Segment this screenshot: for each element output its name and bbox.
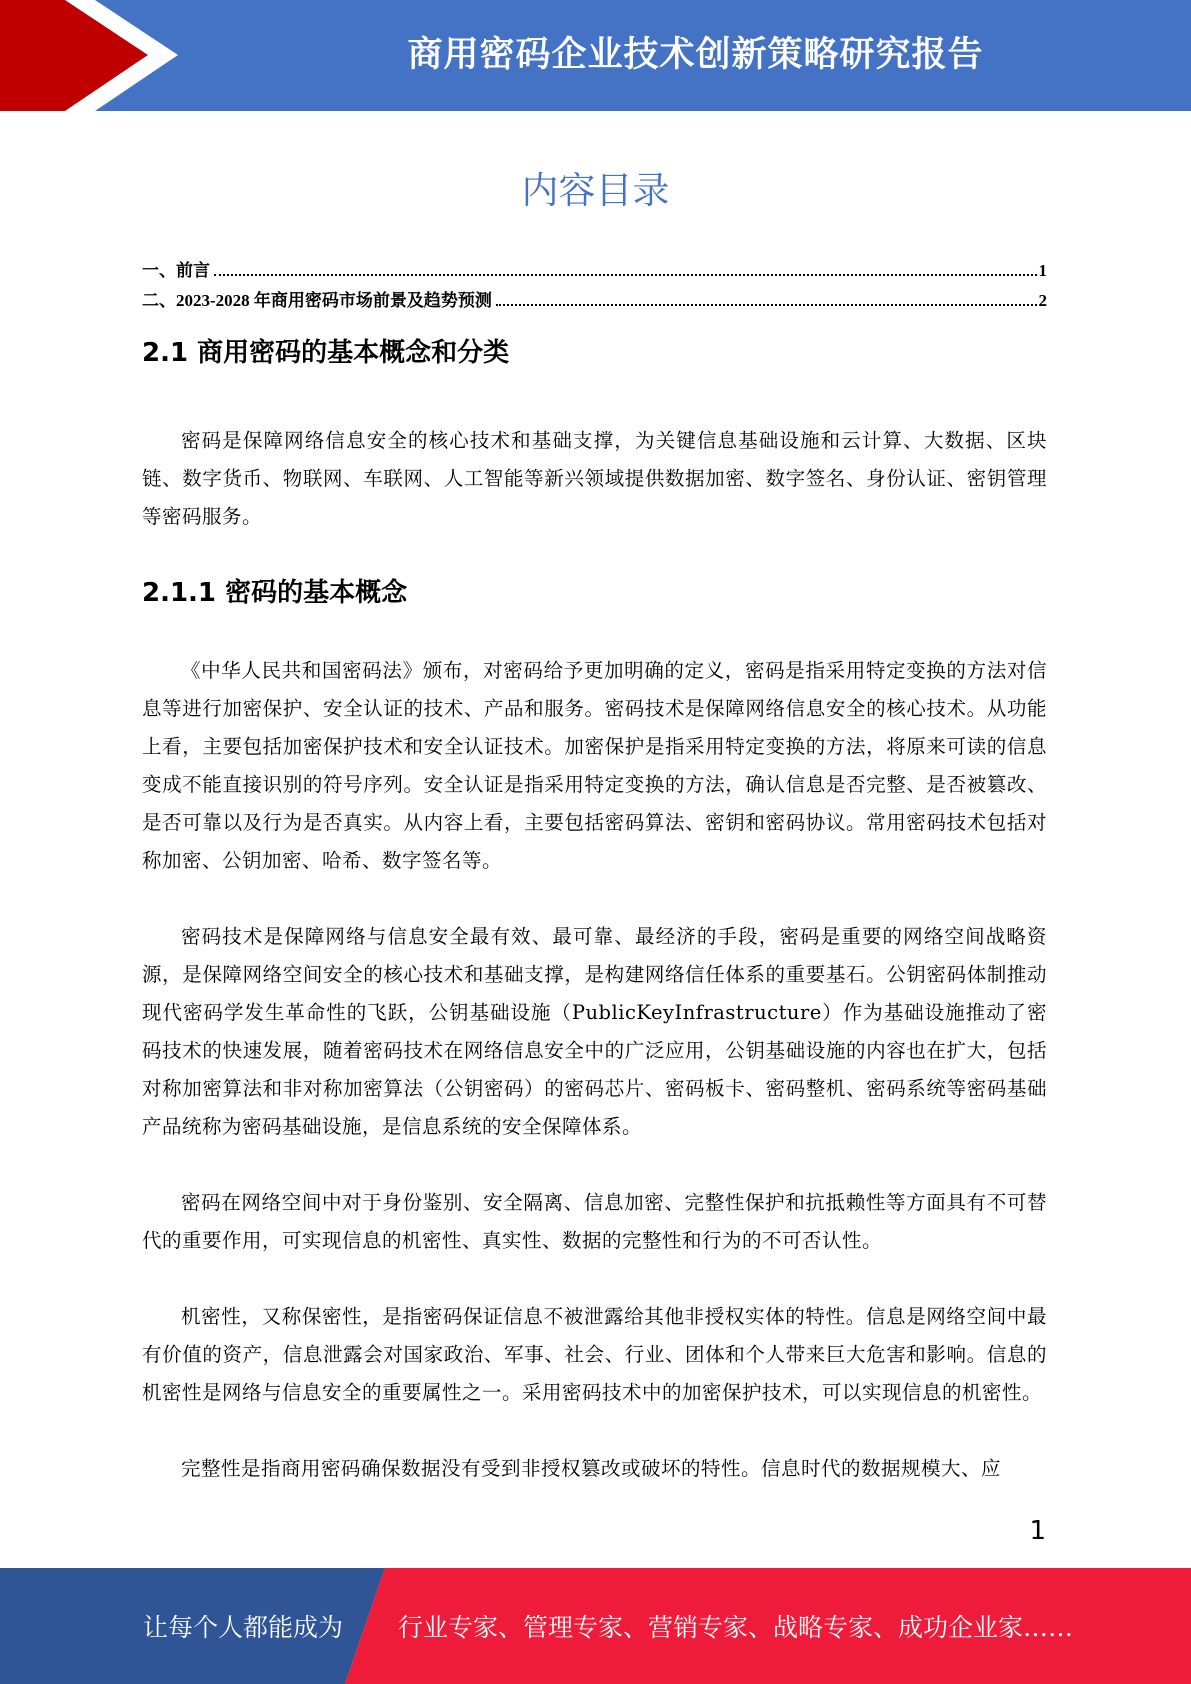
toc-item[interactable] <box>142 256 1047 286</box>
toc-leader-dots <box>214 273 1037 276</box>
toc-leader-dots <box>496 303 1037 306</box>
paragraph: 《中华人民共和国密码法》颁布，对密码给予更加明确的定义，密码是指采用特定变换的方法对信息等进行加密保护、安全认证的技术、产品和服务。密码技术是保障网络信息安全的核心技术。从功能上看，主要包括加密保护技术和安全认证技术。加密保护是指采用特定变换的方法，将原来可读的信息变成不能直接识别的符号序列。安全认证是指采用特定变换的方法，确认信息是否完整、是否被篡改、是否可靠以及行为是否真实。从内容上看，主要包括密码算法、密钥和密码协议。常用密码技术包括对称加密、公钥加密、哈希、数字签名等。 <box>142 659 1047 872</box>
footer-banner <box>0 1568 1191 1684</box>
toc-item-page: 1 <box>1038 261 1047 280</box>
footer-slogan-left: 让每个人都能成为 <box>143 1613 344 1642</box>
paragraph: 密码在网络空间中对于身份鉴别、安全隔离、信息加密、完整性保护和抗抵赖性等方面具有不可替代的重要作用，可实现信息的机密性、真实性、数据的完整性和行为的不可否认性。 <box>142 1191 1047 1252</box>
subsection-heading: 2.1.1 密码的基本概念 <box>142 578 408 608</box>
header-banner <box>0 0 1191 111</box>
section-heading: 2.1 商用密码的基本概念和分类 <box>142 338 510 368</box>
paragraph: 密码是保障网络信息安全的核心技术和基础支撑，为关键信息基础设施和云计算、大数据、区块链、数字货币、物联网、车联网、人工智能等新兴领域提供数据加密、数字签名、身份认证、密钥管理等密码服务。 <box>142 429 1047 528</box>
paragraph: 机密性，又称保密性，是指密码保证信息不被泄露给其他非授权实体的特性。信息是网络空间中最有价值的资产，信息泄露会对国家政治、军事、社会、行业、团体和个人带来巨大危害和影响。信息的机密性是网络与信息安全的重要属性之一。采用密码技术中的加密保护技术，可以实现信息的机密性。 <box>142 1305 1047 1404</box>
toc-heading: 内容目录 <box>521 169 670 212</box>
toc-item-label: 一、前言 <box>142 261 210 280</box>
paragraph: 密码技术是保障网络与信息安全最有效、最可靠、最经济的手段，密码是重要的网络空间战略资源，是保障网络空间安全的核心技术和基础支撑，是构建网络信任体系的重要基石。公钥密码体制推动现代密码学发生革命性的飞跃，公钥基础设施（PublicKeyInfrastructure）作为基础设施推动了密码技术的快速发展，随着密码技术在网络信息安全中的广泛应用，公钥基础设施的内容也在扩大，包括对称加密算法和非对称加密算法（公钥密码）的密码芯片、密码板卡、密码整机、密码系统等密码基础产品统称为密码基础设施，是信息系统的安全保障体系。 <box>142 925 1047 1138</box>
toc-item-page: 2 <box>1038 291 1047 310</box>
paragraph: 完整性是指商用密码确保数据没有受到非授权篡改或破坏的特性。信息时代的数据规模大、应 <box>181 1457 1002 1480</box>
footer-slogan-right: 行业专家、管理专家、营销专家、战略专家、成功企业家…… <box>398 1613 1074 1642</box>
page-number: 1 <box>1029 1516 1046 1546</box>
toc-item-label: 二、2023-2028 年商用密码市场前景及趋势预测 <box>142 291 492 310</box>
table-of-contents <box>142 256 1047 316</box>
toc-item[interactable] <box>142 286 1047 316</box>
document-body <box>142 330 1047 1488</box>
report-title: 商用密码企业技术创新策略研究报告 <box>407 35 984 75</box>
